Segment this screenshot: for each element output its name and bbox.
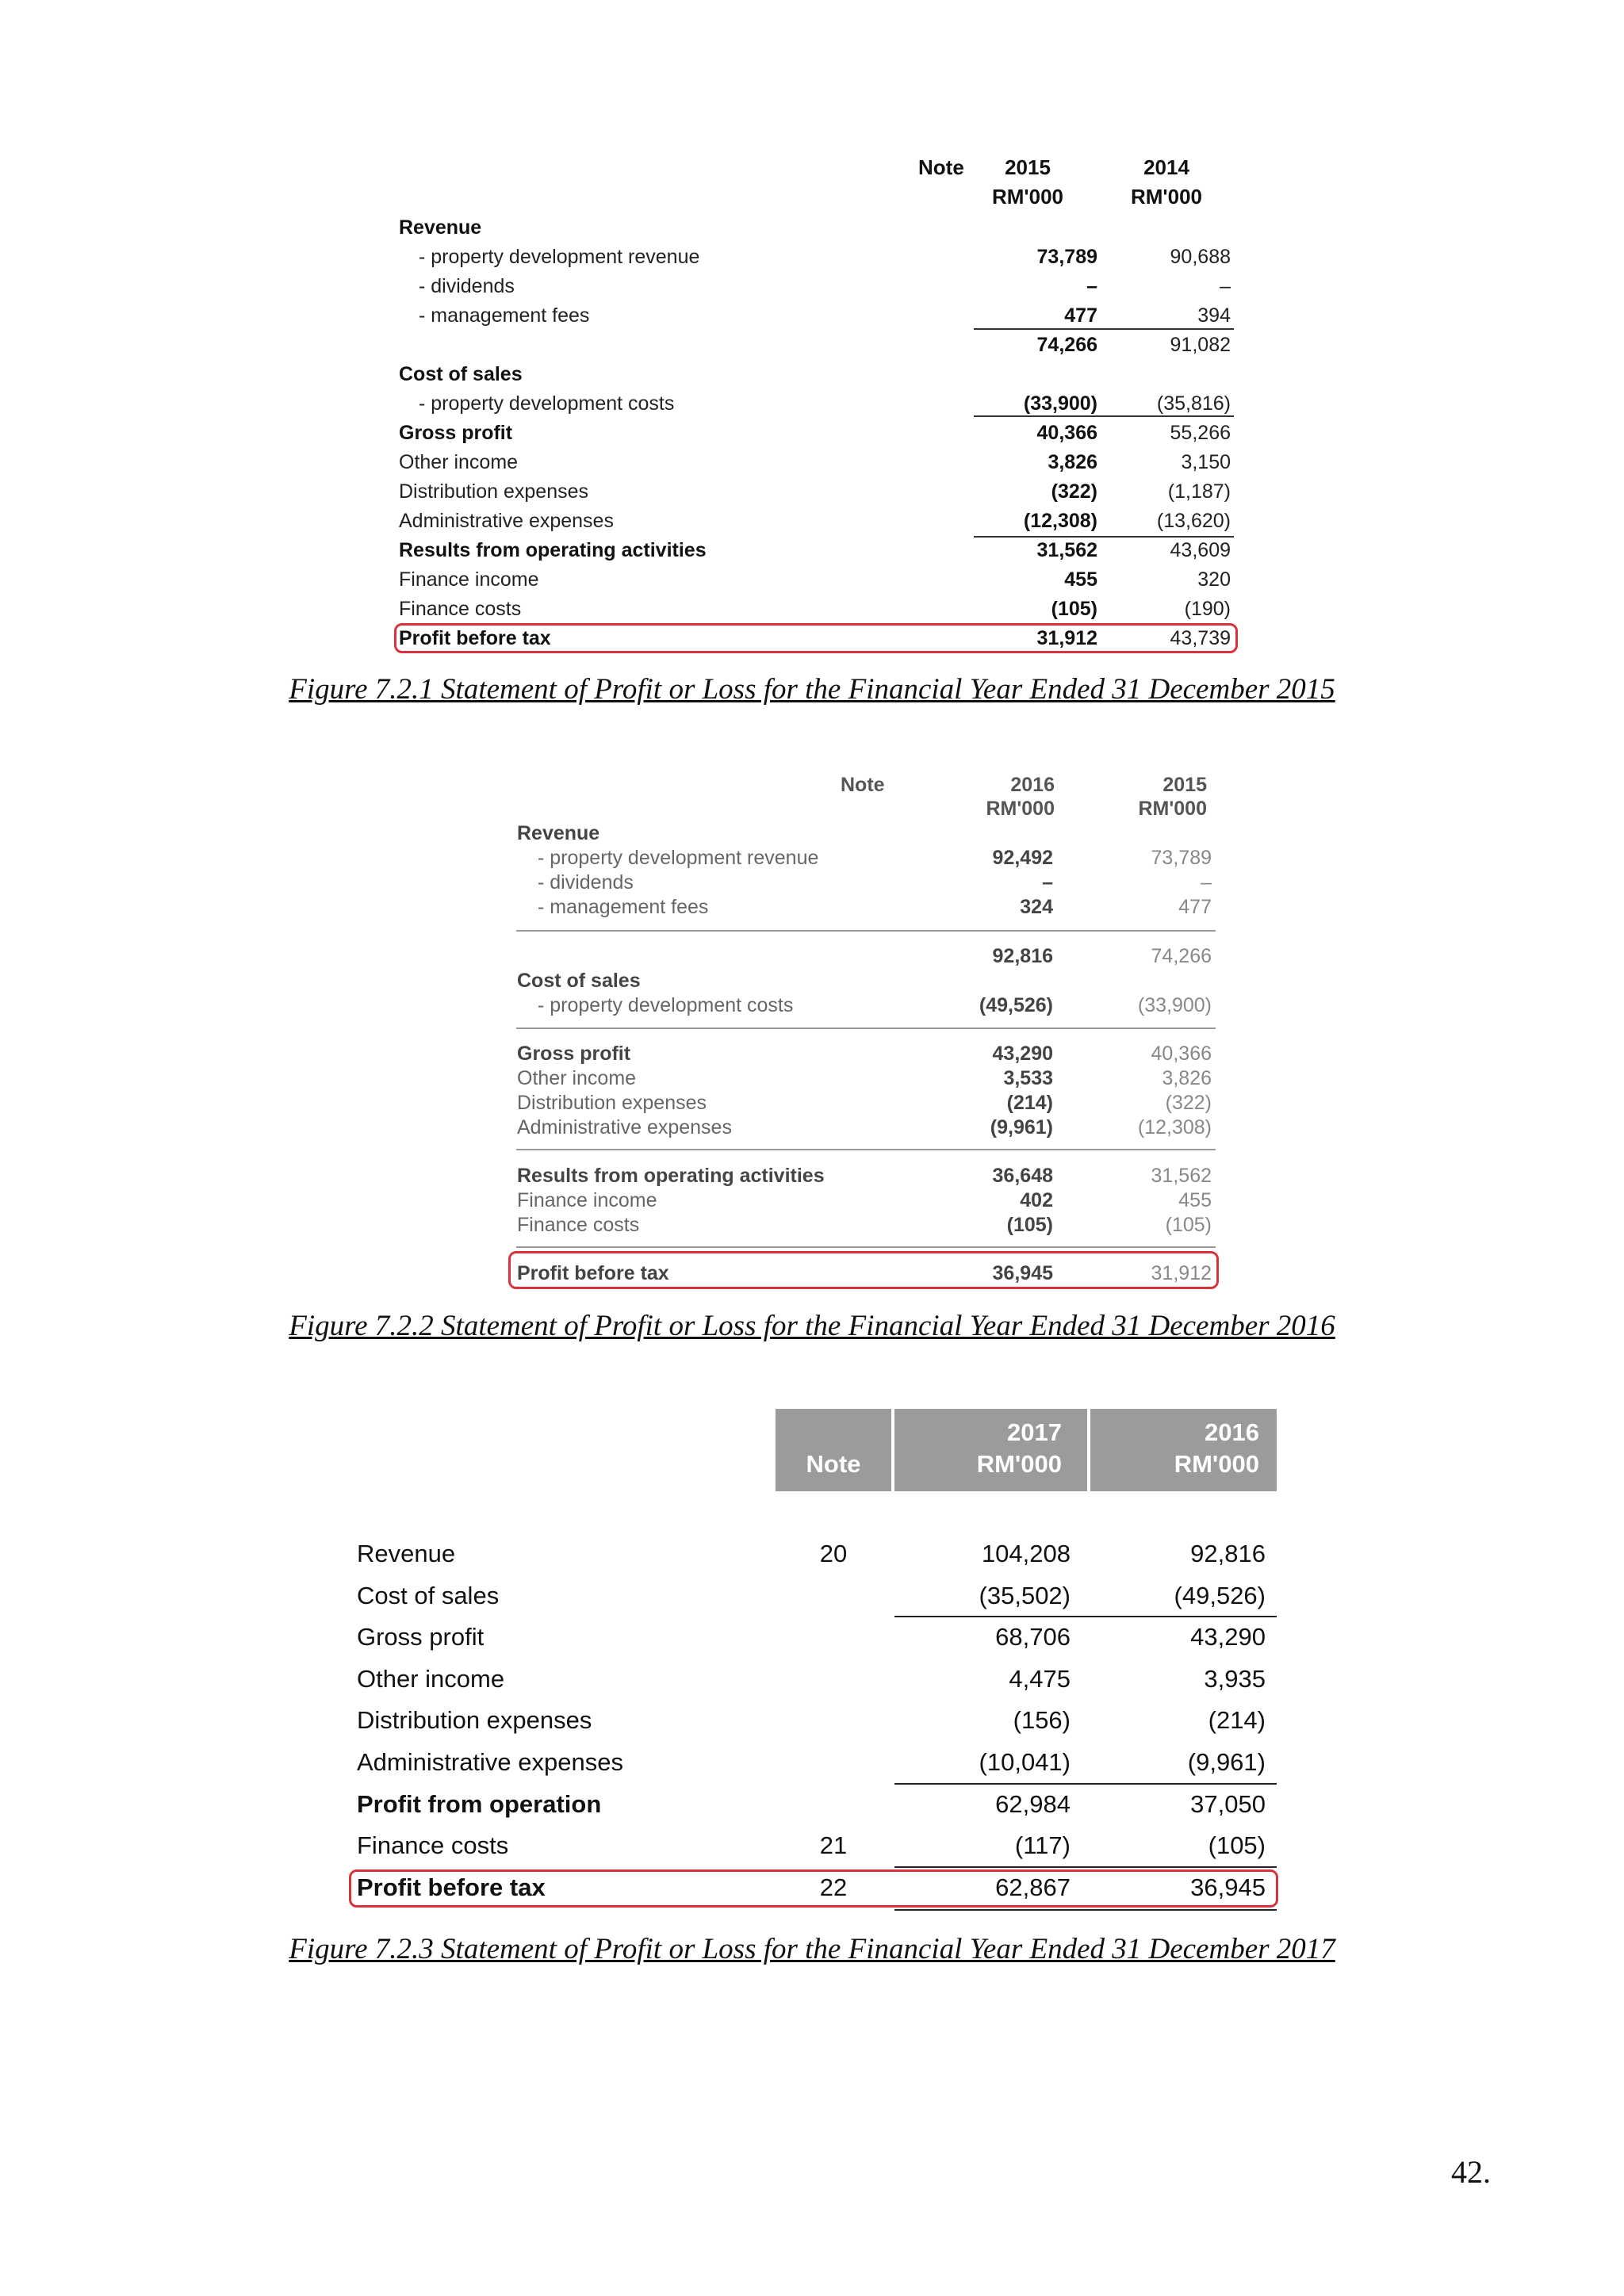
row-label: Distribution expenses <box>399 480 589 503</box>
value-2015: (105) <box>1165 1214 1212 1236</box>
value-2015: 74,266 <box>1151 945 1212 967</box>
value-2015: 31,562 <box>1151 1165 1212 1187</box>
value-2017: 4,475 <box>1009 1665 1071 1693</box>
note-header: Note <box>918 155 964 179</box>
year-header-2: 2014 <box>1143 155 1189 179</box>
highlight-box <box>349 1869 1278 1908</box>
row-label: Administrative expenses <box>357 1748 623 1776</box>
value-2015: – <box>1086 275 1097 297</box>
row-label: Administrative expenses <box>517 1116 732 1138</box>
value-2016: – <box>1042 871 1053 894</box>
row-label: Profit before tax <box>357 1873 546 1901</box>
row-label: Results from operating activities <box>399 539 707 561</box>
value-2016: 92,816 <box>1190 1540 1266 1567</box>
value-2014: 43,609 <box>1170 539 1231 561</box>
value-2015: 31,912 <box>1151 1262 1212 1284</box>
year-header-1: 2016 <box>1010 774 1055 796</box>
rule <box>516 1027 1216 1029</box>
page-number: 42. <box>1451 2154 1491 2190</box>
row-label: - management fees <box>419 304 590 327</box>
value-2014: 3,150 <box>1181 451 1231 473</box>
value-2016: (105) <box>1208 1831 1266 1859</box>
year-header-cell-1 <box>894 1409 1087 1491</box>
note-ref: 22 <box>819 1873 848 1901</box>
row-label: Distribution expenses <box>357 1706 592 1734</box>
row-label: Cost of sales <box>399 363 523 385</box>
value-2015: – <box>1201 871 1212 894</box>
value-2017: (10,041) <box>979 1748 1071 1776</box>
figure-caption: Figure 7.2.1 Statement of Profit or Loss for the Financial Year Ended 31 December 2015 <box>289 673 1335 706</box>
row-label: Profit from operation <box>357 1790 602 1818</box>
value-2015: 477 <box>1064 304 1097 327</box>
value-2017: 68,706 <box>995 1623 1071 1651</box>
value-2015: 73,789 <box>1036 246 1097 268</box>
rule <box>516 930 1216 932</box>
value-2017: 104,208 <box>981 1540 1071 1567</box>
row-label: Finance costs <box>399 598 522 620</box>
row-label: Finance costs <box>517 1214 640 1236</box>
rule <box>974 536 1234 538</box>
rule <box>974 415 1234 417</box>
note-header: Note <box>806 1450 861 1478</box>
row-label: Profit before tax <box>517 1262 669 1284</box>
value-2016: (105) <box>1006 1214 1053 1236</box>
value-2016: 36,945 <box>992 1262 1053 1284</box>
rule <box>516 1149 1216 1150</box>
value-2016: (9,961) <box>990 1116 1053 1138</box>
value-2015: (322) <box>1051 480 1097 503</box>
highlight-box <box>508 1251 1219 1289</box>
value-2016: 43,290 <box>992 1043 1053 1065</box>
highlight-box <box>394 623 1238 653</box>
row-label: Finance income <box>517 1189 657 1211</box>
value-2014: 90,688 <box>1170 246 1231 268</box>
figure-caption: Figure 7.2.2 Statement of Profit or Loss for the Financial Year Ended 31 December 2016 <box>289 1310 1335 1342</box>
note-header: Note <box>841 774 885 796</box>
row-label: Administrative expenses <box>399 510 614 532</box>
rule <box>894 1909 1277 1911</box>
row-label: Revenue <box>399 216 482 239</box>
value-2016: (49,526) <box>979 994 1053 1016</box>
value-2015: 40,366 <box>1151 1043 1212 1065</box>
value-2015: (33,900) <box>1137 994 1212 1016</box>
value-2017: (35,502) <box>979 1582 1071 1609</box>
value-2017: 62,867 <box>995 1873 1071 1901</box>
row-label: Finance costs <box>357 1831 509 1859</box>
value-2017: (117) <box>1014 1831 1071 1859</box>
unit-header-1: RM'000 <box>986 798 1055 820</box>
row-label: - dividends <box>538 871 634 894</box>
value-2014: 91,082 <box>1170 334 1231 356</box>
value-2014: 320 <box>1197 568 1231 591</box>
row-label: Distribution expenses <box>517 1092 707 1114</box>
row-label: Results from operating activities <box>517 1165 825 1187</box>
unit-header-2: RM'000 <box>1131 185 1202 209</box>
value-2014: (35,816) <box>1156 392 1231 415</box>
year-header-1: 2015 <box>1005 155 1051 179</box>
row-label: - property development costs <box>419 392 675 415</box>
row-label: Other income <box>399 451 519 473</box>
row-label: - property development revenue <box>419 246 700 268</box>
row-label: - management fees <box>538 896 709 918</box>
unit-header-2: RM'000 <box>1174 1450 1259 1478</box>
year-header-2: 2015 <box>1162 774 1207 796</box>
year-header-2: 2016 <box>1205 1418 1259 1446</box>
row-label: - property development costs <box>538 994 794 1016</box>
unit-header-1: RM'000 <box>976 1450 1062 1478</box>
rule <box>516 1246 1216 1248</box>
note-header-cell <box>776 1409 891 1491</box>
row-label: Profit before tax <box>399 627 551 649</box>
row-label: Gross profit <box>357 1623 485 1651</box>
value-2017: 62,984 <box>995 1790 1071 1818</box>
value-2014: (190) <box>1184 598 1231 620</box>
value-2016: 43,290 <box>1190 1623 1266 1651</box>
value-2015: (105) <box>1051 598 1097 620</box>
row-label: Revenue <box>517 822 600 844</box>
value-2016: (49,526) <box>1174 1582 1266 1609</box>
row-label: Finance income <box>399 568 539 591</box>
row-label: Gross profit <box>399 422 513 444</box>
value-2015: 31,912 <box>1036 627 1097 649</box>
row-label: Gross profit <box>517 1043 631 1065</box>
value-2015: (12,308) <box>1023 510 1097 532</box>
row-label: Other income <box>517 1067 637 1089</box>
value-2016: 3,533 <box>1003 1067 1053 1089</box>
value-2016: 37,050 <box>1190 1790 1266 1818</box>
unit-header-1: RM'000 <box>992 185 1063 209</box>
value-2016: 324 <box>1020 896 1053 918</box>
rule <box>894 1783 1277 1785</box>
value-2014: 43,739 <box>1170 627 1231 649</box>
value-2014: (1,187) <box>1167 480 1231 503</box>
value-2016: 36,945 <box>1190 1873 1266 1901</box>
row-label: Cost of sales <box>517 970 641 992</box>
note-ref: 21 <box>819 1831 848 1859</box>
value-2015: 455 <box>1064 568 1097 591</box>
value-2015: 3,826 <box>1162 1067 1212 1089</box>
year-header-1: 2017 <box>1007 1418 1062 1446</box>
row-label: Other income <box>357 1665 505 1693</box>
value-2016: (9,961) <box>1187 1748 1266 1776</box>
value-2015: (33,900) <box>1023 392 1097 415</box>
value-2016: 92,816 <box>992 945 1053 967</box>
row-label: Revenue <box>357 1540 456 1567</box>
value-2016: 402 <box>1020 1189 1053 1211</box>
year-header-cell-2 <box>1090 1409 1277 1491</box>
rule <box>974 328 1234 330</box>
value-2016: 92,492 <box>992 847 1053 869</box>
value-2014: – <box>1220 275 1231 297</box>
row-label: - dividends <box>419 275 515 297</box>
value-2015: 40,366 <box>1036 422 1097 444</box>
value-2015: 31,562 <box>1036 539 1097 561</box>
rule <box>894 1866 1277 1868</box>
figure-caption: Figure 7.2.3 Statement of Profit or Loss for the Financial Year Ended 31 December 2017 <box>289 1933 1335 1965</box>
value-2015: 73,789 <box>1151 847 1212 869</box>
value-2015: 455 <box>1178 1189 1212 1211</box>
value-2015: 3,826 <box>1048 451 1097 473</box>
value-2014: (13,620) <box>1156 510 1231 532</box>
value-2016: 3,935 <box>1204 1665 1266 1693</box>
value-2016: (214) <box>1006 1092 1053 1114</box>
row-label: - property development revenue <box>538 847 819 869</box>
rule <box>894 1616 1277 1617</box>
value-2014: 55,266 <box>1170 422 1231 444</box>
value-2016: (214) <box>1208 1706 1266 1734</box>
value-2016: 36,648 <box>992 1165 1053 1187</box>
note-ref: 20 <box>819 1540 848 1567</box>
unit-header-2: RM'000 <box>1138 798 1207 820</box>
value-2015: 477 <box>1178 896 1212 918</box>
value-2015: (322) <box>1165 1092 1212 1114</box>
value-2015: 74,266 <box>1036 334 1097 356</box>
value-2014: 394 <box>1197 304 1231 327</box>
row-label: Cost of sales <box>357 1582 500 1609</box>
value-2017: (156) <box>1013 1706 1071 1734</box>
figure-2015-table <box>0 0 1624 658</box>
value-2015: (12,308) <box>1137 1116 1212 1138</box>
